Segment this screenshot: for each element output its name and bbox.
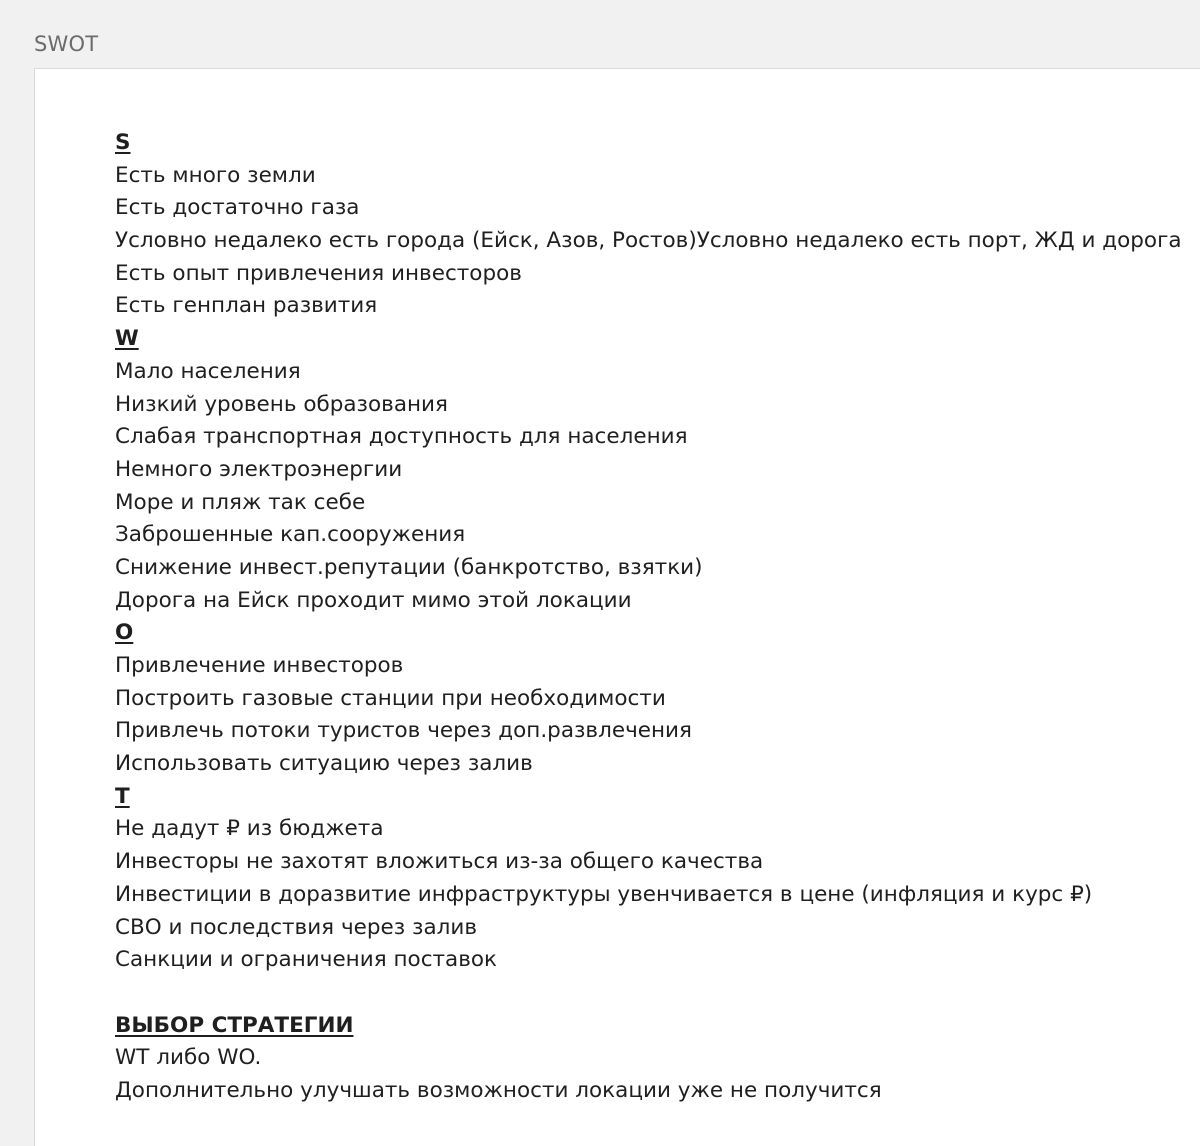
threat-item: Инвестиции в доразвитие инфраструктуры увенчивается в цене (инфляция и курс ₽)	[115, 881, 1093, 907]
strengths-heading: S	[115, 130, 131, 155]
opportunity-item: Привлечь потоки туристов через доп.развлечения	[115, 718, 692, 744]
field-label: SWOT	[34, 32, 99, 56]
editor-content	[115, 127, 1200, 1108]
strength-item: Есть опыт привлечения инвесторов	[115, 260, 522, 286]
swot-text-editor[interactable]	[34, 68, 1200, 1146]
weakness-item: Слабая транспортная доступность для населения	[115, 424, 688, 450]
strength-item: Есть много земли	[115, 162, 316, 188]
weakness-item: Заброшенные кап.сооружения	[115, 522, 466, 548]
threat-item: Санкции и ограничения поставок	[115, 947, 498, 973]
weakness-item: Море и пляж так себе	[115, 489, 366, 515]
weakness-item: Дорога на Ейск проходит мимо этой локации	[115, 587, 632, 613]
weakness-item: Низкий уровень образования	[115, 391, 448, 417]
strength-item: Есть достаточно газа	[115, 195, 360, 221]
threat-item: Инвесторы не захотят вложиться из-за общего качества	[115, 849, 764, 875]
threat-item: Не дадут ₽ из бюджета	[115, 816, 384, 842]
opportunity-item: Привлечение инвесторов	[115, 653, 404, 678]
threats-heading: T	[115, 783, 130, 809]
strength-item: Есть генплан развития	[115, 293, 378, 319]
weakness-item: Снижение инвест.репутации (банкротство, взятки)	[115, 554, 703, 580]
blank-line	[115, 977, 1200, 1010]
opportunity-item: Использовать ситуацию через залив	[115, 751, 533, 777]
weakness-item: Мало населения	[115, 358, 301, 384]
weaknesses-heading: W	[115, 326, 139, 352]
opportunity-item: Построить газовые станции при необходимости	[115, 685, 666, 711]
opportunities-heading: O	[115, 620, 134, 646]
strategy-line: Дополнительно улучшать возможности локации уже не получится	[115, 1077, 882, 1103]
threat-item: СВО и последствия через залив	[115, 914, 478, 940]
strength-item: Условно недалеко есть города (Ейск, Азов, Ростов)Условно недалеко есть порт, ЖД и дорога	[115, 228, 1182, 254]
strategy-heading: ВЫБОР СТРАТЕГИИ	[115, 1012, 354, 1038]
weakness-item: Немного электроэнергии	[115, 456, 403, 482]
strategy-line: WT либо WO.	[115, 1045, 262, 1071]
